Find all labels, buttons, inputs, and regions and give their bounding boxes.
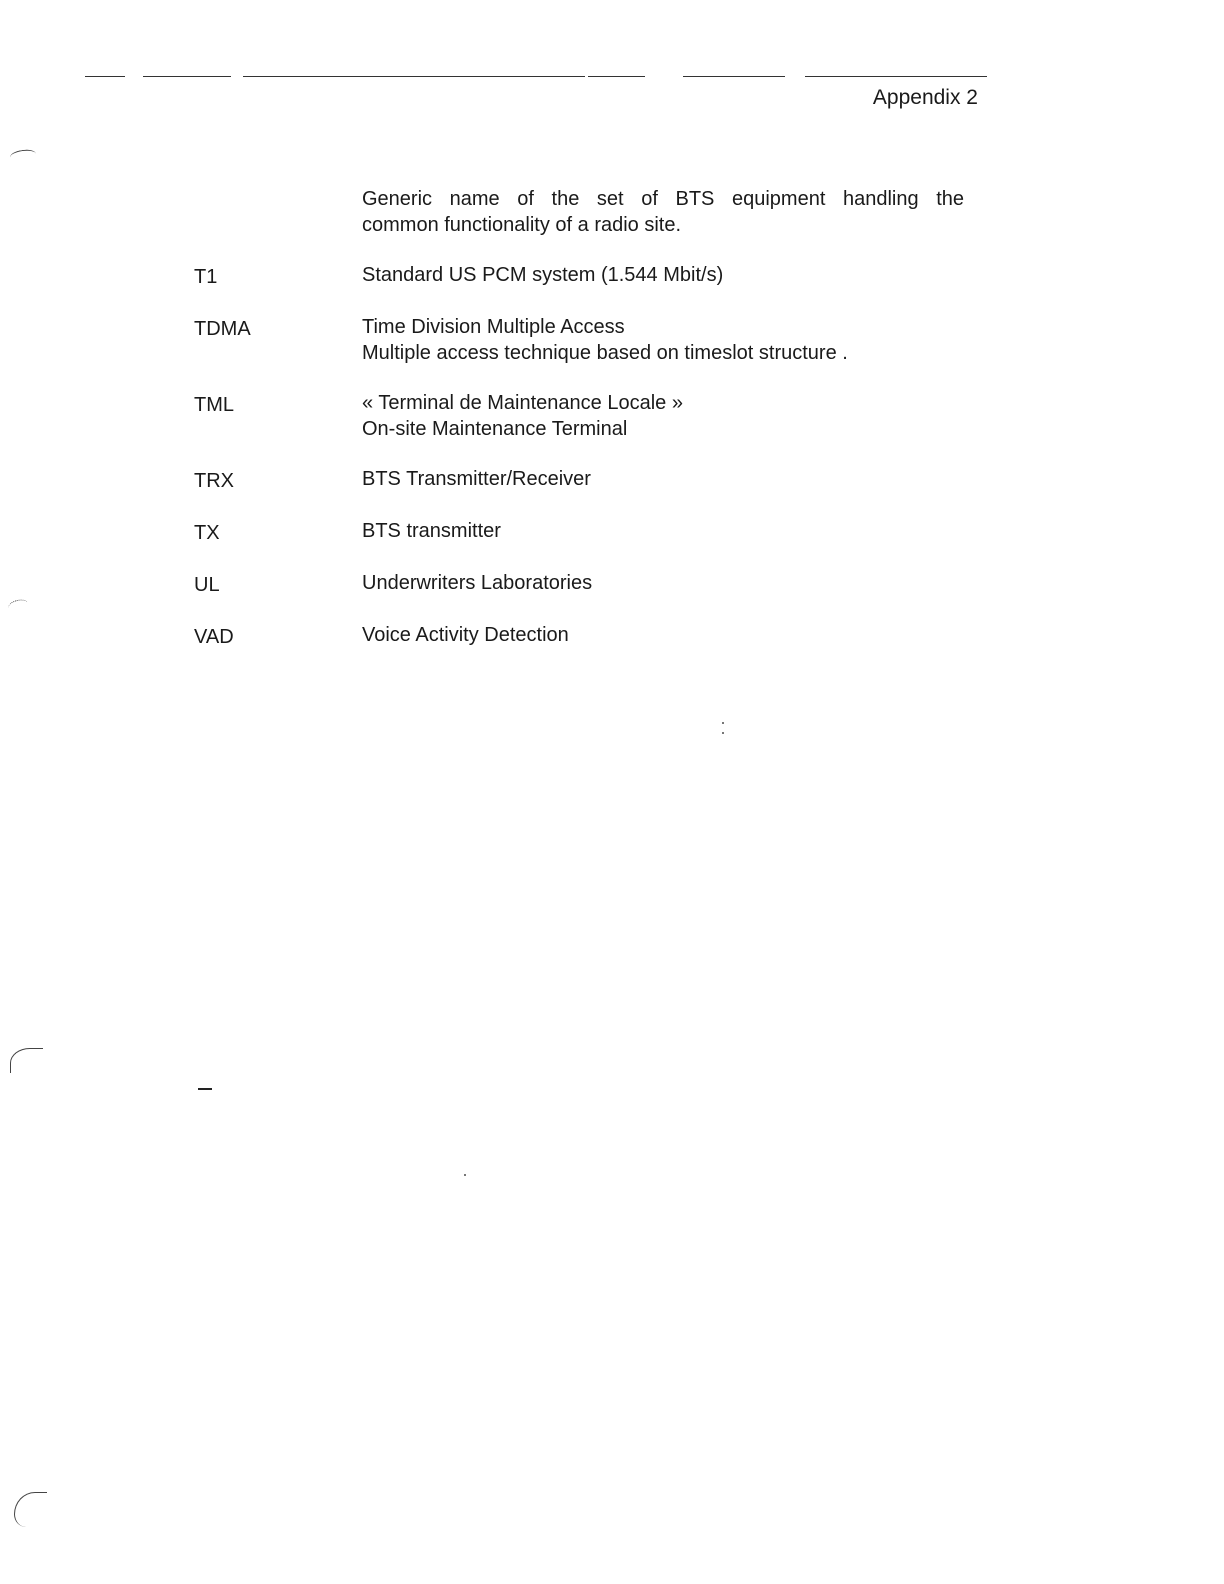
glossary-definition — [362, 390, 964, 442]
scan-speck — [464, 1174, 466, 1176]
glossary-definition — [362, 622, 964, 650]
scan-speck — [722, 732, 724, 734]
scan-speck — [722, 722, 724, 724]
glossary-definition — [362, 518, 964, 546]
glossary-definition — [362, 186, 964, 238]
definition-line: « Terminal de Maintenance Locale » — [362, 392, 683, 414]
scan-artifact — [14, 1492, 47, 1527]
glossary-term: VAD — [194, 626, 234, 648]
glossary-entry — [194, 390, 964, 442]
glossary-entry — [194, 262, 964, 290]
glossary-definition — [362, 570, 964, 598]
definition-line: On-site Maintenance Terminal — [362, 418, 628, 440]
definition-line: Voice Activity Detection — [362, 624, 569, 646]
definition-line: Time Division Multiple Access — [362, 316, 625, 338]
definition-line: Multiple access technique based on timeslot structure . — [362, 342, 848, 364]
glossary-entry — [194, 186, 964, 238]
glossary-term — [194, 186, 362, 238]
glossary-term: TX — [194, 522, 220, 544]
glossary-term: UL — [194, 574, 220, 596]
glossary-entry — [194, 518, 964, 546]
glossary-definition — [362, 262, 964, 290]
glossary — [194, 186, 964, 650]
glossary-definition — [362, 314, 964, 366]
glossary-entry — [194, 570, 964, 598]
scan-artifact — [9, 148, 36, 163]
appendix-label: Appendix 2 — [872, 86, 978, 109]
definition-line: Generic name of the set of BTS equipment handling the — [362, 188, 964, 210]
definition-line: BTS Transmitter/Receiver — [362, 468, 591, 490]
glossary-term: T1 — [194, 266, 218, 288]
stray-dash-mark — [198, 1088, 212, 1090]
top-rule — [85, 76, 987, 77]
glossary-entry — [194, 314, 964, 366]
scan-artifact — [10, 1048, 43, 1073]
definition-line: common functionality of a radio site. — [362, 214, 682, 236]
glossary-entry — [194, 622, 964, 650]
glossary-term: TML — [194, 394, 234, 416]
definition-line: BTS transmitter — [362, 520, 501, 542]
glossary-term: TRX — [194, 470, 234, 492]
definition-line: Standard US PCM system (1.544 Mbit/s) — [362, 264, 724, 286]
glossary-term: TDMA — [194, 318, 251, 340]
definition-line: Underwriters Laboratories — [362, 572, 593, 594]
glossary-definition — [362, 466, 964, 494]
glossary-entry — [194, 466, 964, 494]
scan-artifact — [7, 598, 29, 614]
